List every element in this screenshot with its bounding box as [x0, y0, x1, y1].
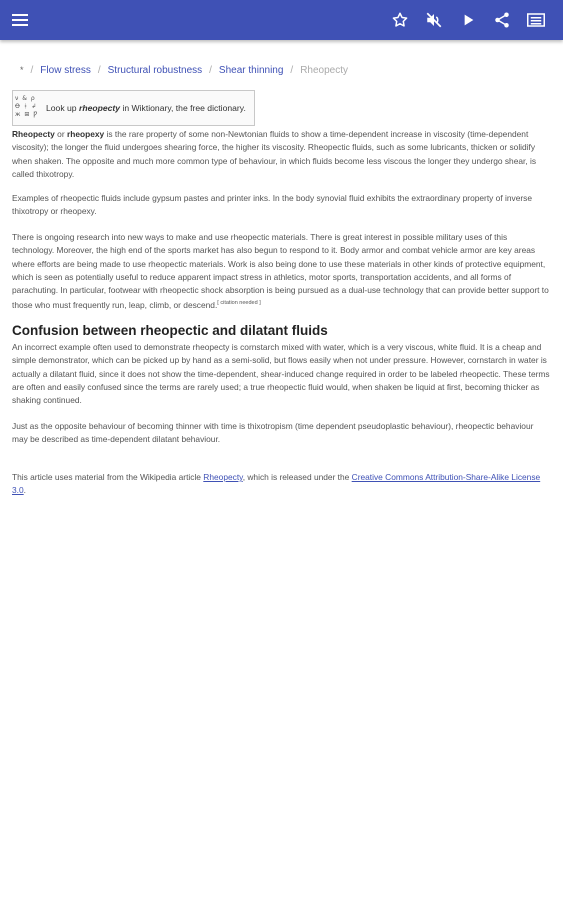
breadcrumb-item-shear-thinning[interactable]: Shear thinning: [218, 65, 284, 76]
wiktionary-text: Look up rheopecty in Wiktionary, the free dictionary.: [46, 103, 246, 113]
research-paragraph: There is ongoing research into new ways to make and use rheopectic materials. There is great interest in possible military uses of this technology. Moreover, the high end of the sports market has also begun to respond to it. Body armor and combat vehicle armor are key areas where efforts are being made to use rheopectic materials. Work is also being done to use these materials in other kinds of protective equipment, which is seen as potentially useful to reduce apparent impact stress in athletics, motor sports, transportation accidents, and all forms of parachuting. In particular, footwear with rheopectic shock absorption is being pursued as a dual-use technology that can provide better support to those who must frequently run, leap, climb, or descend.[ citation needed ]: [12, 232, 549, 311]
list-icon[interactable]: [524, 8, 548, 32]
section-heading: Confusion between rheopectic and dilatant fluids: [12, 323, 328, 338]
star-icon[interactable]: [388, 8, 412, 32]
examples-paragraph: Examples of rheopectic fluids include gypsum pastes and printer inks. In the body synovial fluid exhibits the extraordinary property of inverse thixotropy or rheopexy.: [12, 193, 532, 217]
play-icon[interactable]: [456, 8, 480, 32]
breadcrumb-home[interactable]: *: [20, 65, 24, 75]
wiktionary-logo-icon: ν & ρ Ꝋ ᚼ ↲ ж ⊞ Ƿ: [15, 95, 39, 118]
breadcrumb-item-structural-robustness[interactable]: Structural robustness: [107, 65, 203, 76]
breadcrumb: * / Flow stress / Structural robustness / Shear thinning / Rheopecty: [20, 65, 349, 76]
behaviour-paragraph: Just as the opposite behaviour of becoming thinner with time is thixotropism (time dependent pseudoplastic behaviour), rheopectic behaviour may be described as time-dependent dilatant behaviour.: [12, 421, 534, 445]
volume-off-icon[interactable]: [422, 8, 446, 32]
breadcrumb-current: Rheopecty: [300, 65, 349, 76]
confusion-paragraph: An incorrect example often used to demonstrate rheopecty is cornstarch mixed with water, which is a very viscous, white fluid. It is a cheap and simple demonstrator, which can be picked up by hand as a semi-solid, but flows easily when not under pressure. However, cornstarch in water is actually a dilatant fluid, since it does not show the time-dependent, shear-induced change required in order to be labeled rheopectic. These terms are often and easily confused since the terms are rarely used; a true rheopectic fluid would, when shaken be liquid at first, becoming thicker as shaking continued.: [12, 342, 550, 406]
app-toolbar: [0, 0, 563, 40]
license-link[interactable]: Creative Commons Attribution-Share-Alike License 3.0: [12, 472, 541, 496]
wiktionary-box[interactable]: [12, 90, 255, 126]
article-link[interactable]: Rheopecty: [203, 472, 243, 482]
share-icon[interactable]: [490, 8, 514, 32]
license-footer: This article uses material from the Wikipedia article Rheopecty, which is released under the Creative Commons Attribution-Share-Alike License 3.0.: [12, 472, 541, 496]
citation-needed[interactable]: [ citation needed ]: [217, 300, 261, 307]
intro-paragraph: Rheopecty or rheopexy is the rare property of some non-Newtonian fluids to show a time-dependent increase in viscosity (time-dependent viscosity); the longer the fluid undergoes shearing force, the higher its viscosity. Rheopectic fluids, such as some lubricants, thicken or solidify when shaken. The opposite and much more common type of behaviour, in which fluids become less viscous the longer they undergo shear, is called thixotropy.: [12, 129, 537, 179]
breadcrumb-item-flow-stress[interactable]: Flow stress: [40, 65, 91, 76]
menu-icon[interactable]: [8, 8, 32, 32]
